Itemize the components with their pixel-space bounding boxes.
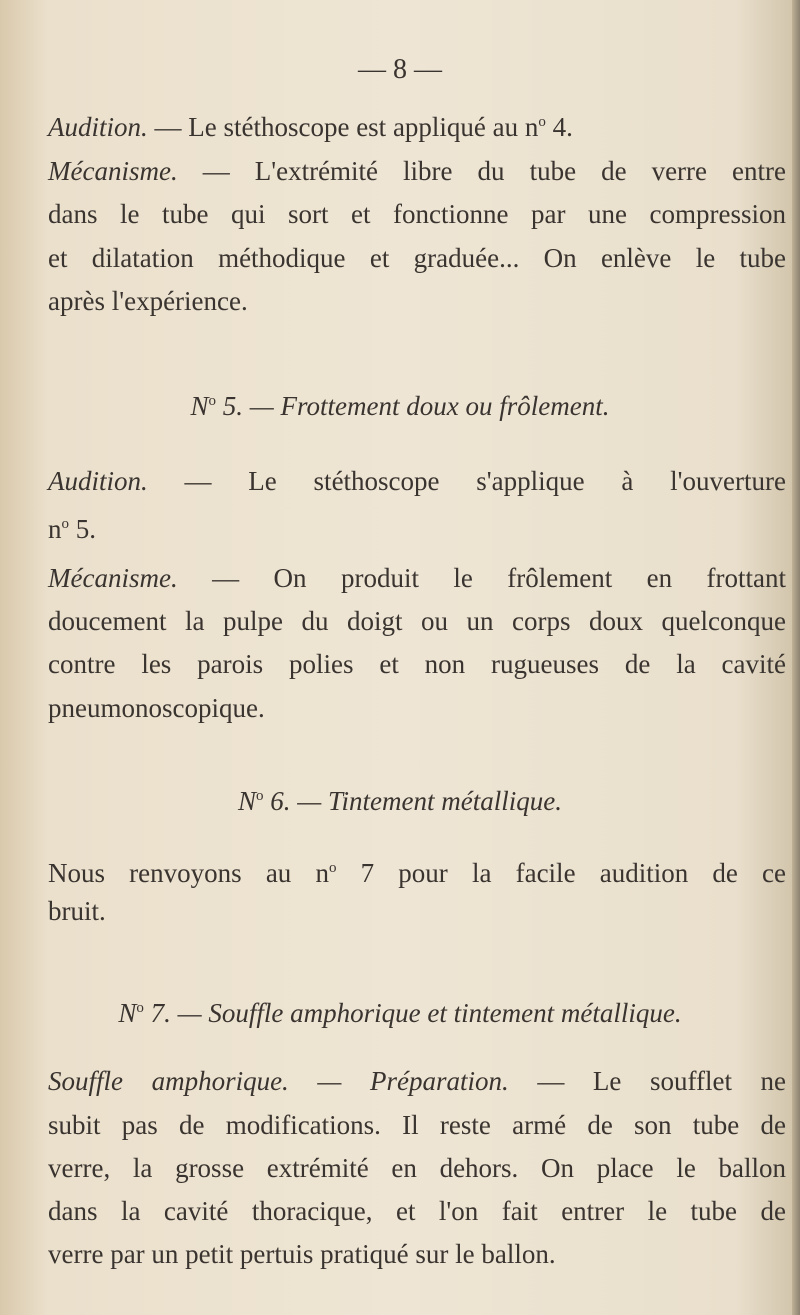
- text-line: [48, 1150, 786, 1186]
- text-line-renvoyons: [48, 850, 786, 891]
- text-run: dans la cavité thoracique, et l'on fait entrer le tube de: [48, 1196, 786, 1226]
- text-run: — Le stéthoscope est appliqué au n: [147, 112, 539, 142]
- text-run: 5.: [69, 514, 96, 544]
- text-line: [48, 1193, 786, 1229]
- text-line: [48, 1107, 786, 1143]
- text-line: [48, 893, 786, 929]
- text-run: — Le stéthoscope s'applique à l'ouverture: [147, 466, 786, 496]
- italic-run: 7. — Souffle amphorique et tintement métallique.: [143, 998, 682, 1028]
- text-run: pneumonoscopique.: [48, 693, 265, 723]
- text-run: — Le soufflet ne: [508, 1066, 787, 1096]
- text-run: — L'extrémité libre du tube de verre entre: [177, 156, 786, 186]
- text-run: après l'expérience.: [48, 286, 248, 316]
- italic-run: Mécanisme.: [48, 563, 178, 593]
- superscript: o: [328, 860, 337, 876]
- superscript: o: [256, 788, 264, 804]
- text-line: [48, 283, 786, 319]
- italic-run: Mécanisme.: [48, 156, 178, 186]
- text-line: [48, 506, 786, 547]
- text-run: verre par un petit pertuis pratiqué sur le ballon.: [48, 1239, 556, 1269]
- text-run: et dilatation méthodique et graduée... On enlève le tube: [48, 243, 786, 273]
- text-run: dans le tube qui sort et fonctionne par une compression: [48, 199, 786, 229]
- text-line-audition-4: [48, 104, 786, 145]
- section-heading-no7: [0, 990, 800, 1031]
- text-line: [48, 196, 786, 232]
- text-line: [48, 646, 786, 682]
- text-run: — On produit le frôlement en frottant: [177, 563, 786, 593]
- text-line: [48, 240, 786, 276]
- superscript: o: [208, 393, 217, 409]
- italic-run: Audition.: [48, 466, 148, 496]
- text-line-mecanisme-5: [48, 560, 786, 596]
- italic-run: Souffle amphorique. — Préparation.: [48, 1066, 509, 1096]
- superscript: o: [538, 114, 546, 130]
- text-line-audition-5: [48, 463, 786, 499]
- italic-run: N: [118, 998, 137, 1028]
- text-run: 4.: [545, 112, 573, 142]
- italic-run: N: [190, 391, 209, 421]
- text-run: subit pas de modifications. Il reste armé de son tube de: [48, 1110, 786, 1140]
- italic-run: Audition.: [48, 112, 148, 142]
- text-line-mecanisme-1: [48, 153, 786, 189]
- text-run: doucement la pulpe du doigt ou un corps doux quelconque: [48, 606, 786, 636]
- text-run: n: [48, 514, 62, 544]
- text-line: [48, 603, 786, 639]
- text-run: 7 pour la facile audition de ce: [336, 858, 786, 888]
- text-line-souffle: [48, 1063, 786, 1099]
- superscript: o: [61, 516, 69, 532]
- page-edge-shadow: [792, 0, 800, 1315]
- text-run: bruit.: [48, 896, 106, 926]
- text-line: [48, 690, 786, 726]
- text-run: Nous renvoyons au n: [48, 858, 329, 888]
- superscript: o: [136, 1000, 144, 1016]
- section-heading-no6: [0, 778, 800, 819]
- italic-run: N: [238, 786, 257, 816]
- text-run: contre les parois polies et non rugueuses de la cavité: [48, 649, 786, 679]
- section-heading-no5: [0, 383, 800, 424]
- italic-run: 5. — Frottement doux ou frôlement.: [216, 391, 610, 421]
- page-number: — 8 —: [358, 54, 442, 85]
- text-run: verre, la grosse extrémité en dehors. On place le ballon: [48, 1153, 786, 1183]
- text-line: [48, 1236, 786, 1272]
- italic-run: 6. — Tintement métallique.: [263, 786, 562, 816]
